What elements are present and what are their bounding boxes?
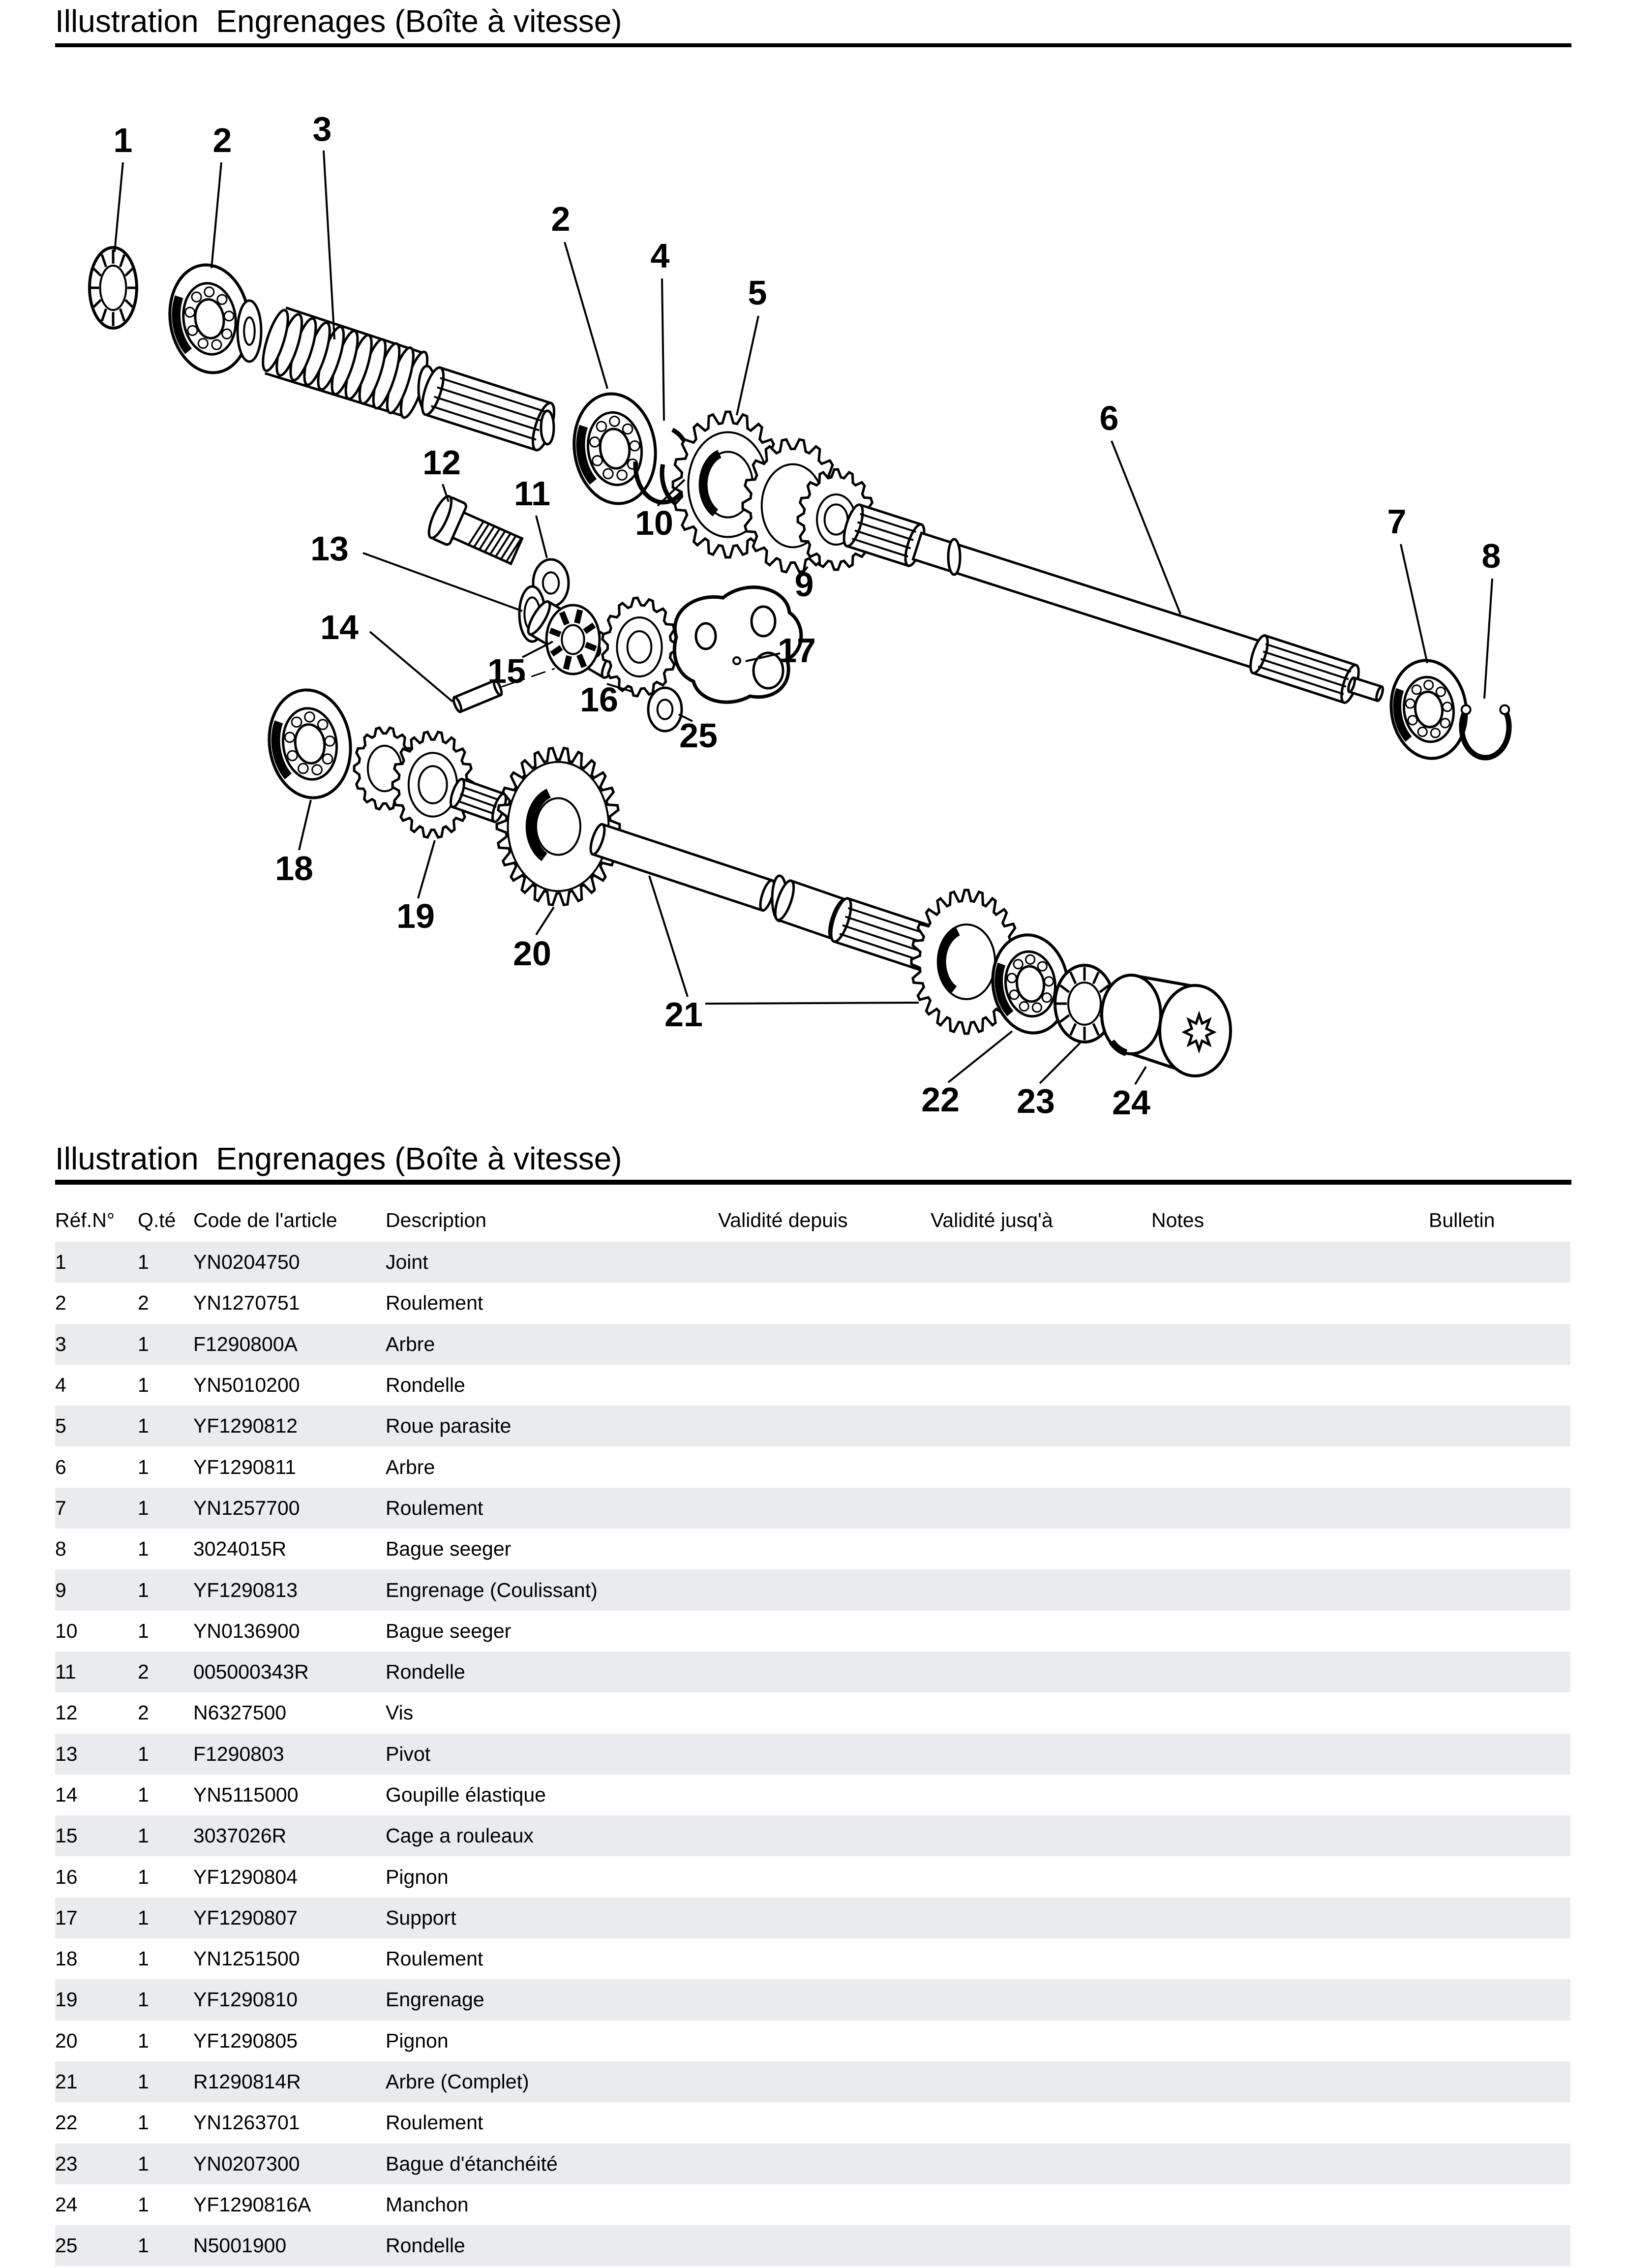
cell-ref: 21 — [55, 2070, 78, 2093]
part-seeger-8 — [1462, 705, 1509, 758]
cell-ref: 1 — [55, 1251, 66, 1274]
page-title: Illustration Engrenages (Boîte à vitesse) — [55, 3, 622, 39]
table-header — [55, 1199, 1570, 1241]
part-seal-joint-1 — [90, 247, 137, 328]
cell-code: YF1290805 — [193, 2029, 298, 2052]
leader-line — [115, 162, 123, 252]
leader-line — [1040, 1043, 1080, 1083]
table-row — [55, 1652, 1570, 1692]
cell-description: Rondelle — [386, 1374, 465, 1397]
cell-code: YN1251500 — [193, 1947, 300, 1970]
leader-line — [1401, 544, 1427, 663]
cell-qty: 1 — [138, 1947, 149, 1970]
table-row — [55, 2102, 1570, 2143]
cell-ref: 7 — [55, 1496, 66, 1519]
callout-label: 18 — [275, 849, 313, 888]
callout-label: 19 — [396, 897, 435, 935]
table-row — [55, 1938, 1570, 1979]
header-cell-description: Description — [386, 1208, 487, 1231]
callout-label: 12 — [422, 443, 461, 482]
cell-ref: 19 — [55, 1988, 78, 2011]
cell-ref: 18 — [55, 1947, 78, 1970]
table-row — [55, 1979, 1570, 2020]
part-bearing-18 — [262, 685, 357, 803]
cell-qty: 1 — [138, 1332, 149, 1355]
cell-qty: 1 — [138, 2070, 149, 2093]
callout-label: 23 — [1017, 1082, 1055, 1120]
callout-label: 8 — [1481, 537, 1501, 575]
part-shaft3-tip — [541, 411, 554, 444]
cell-qty: 2 — [138, 1291, 149, 1315]
cell-qty: 1 — [138, 1865, 149, 1888]
cell-description: Bague seeger — [386, 1619, 512, 1642]
cell-qty: 1 — [138, 1578, 149, 1601]
part-shaft6-body — [913, 533, 1263, 668]
cell-code: YF1290807 — [193, 1906, 298, 1929]
cell-code: YN5115000 — [193, 1783, 299, 1806]
leader-line — [565, 242, 607, 389]
leader-line — [536, 907, 554, 935]
table-row — [55, 1488, 1570, 1529]
cell-description: Pignon — [386, 1865, 449, 1888]
leader-line — [705, 1003, 919, 1004]
cell-qty: 1 — [138, 1742, 149, 1765]
part-sleeve-24 — [1102, 975, 1231, 1076]
cell-description: Bague d'étanchéité — [386, 2152, 558, 2175]
header-cell-ref: Réf.N° — [55, 1208, 115, 1231]
table-row — [55, 2061, 1570, 2102]
cell-code: YF1290816A — [193, 2193, 311, 2216]
part-washer-25 — [648, 688, 682, 731]
exploded-parts-diagram — [0, 0, 1626, 1132]
callout-label: 6 — [1099, 399, 1119, 437]
header-cell-validity-from: Validité depuis — [718, 1208, 848, 1231]
cell-ref: 11 — [55, 1660, 76, 1684]
table-row — [55, 1856, 1570, 1897]
table-row — [55, 2021, 1570, 2061]
cell-code: YN1270751 — [193, 1291, 300, 1315]
cell-qty: 1 — [138, 1988, 149, 2011]
table-row — [55, 1242, 1570, 1283]
table-row — [55, 1365, 1570, 1406]
cell-description: Rondelle — [386, 2234, 465, 2257]
table-row — [55, 1734, 1570, 1775]
leader-line — [662, 278, 664, 421]
cell-description: Pivot — [386, 1742, 431, 1765]
diagram-callouts-layer — [114, 110, 1501, 1122]
leader-line — [649, 876, 688, 997]
callout-label: 14 — [320, 608, 359, 646]
cell-ref: 24 — [55, 2193, 78, 2216]
cell-qty: 1 — [138, 1251, 149, 1274]
callout-label: 1 — [113, 121, 133, 159]
cell-code: R1290814R — [193, 2070, 301, 2093]
cell-ref: 16 — [55, 1865, 78, 1888]
callout-label: 25 — [679, 716, 718, 755]
header-cell-bulletin: Bulletin — [1429, 1208, 1495, 1231]
leader-line — [1112, 441, 1180, 614]
callout-label: 10 — [635, 504, 673, 542]
cell-ref: 5 — [55, 1414, 66, 1438]
cell-description: Roulement — [386, 1496, 483, 1519]
leader-line — [418, 840, 435, 898]
cell-description: Roue parasite — [386, 1414, 512, 1438]
callout-label: 22 — [921, 1080, 960, 1119]
cell-code: 005000343R — [193, 1660, 309, 1684]
part-shaft6-spline — [1247, 634, 1362, 705]
callout-label: 2 — [551, 200, 571, 238]
table-row — [55, 1569, 1570, 1610]
cell-description: Rondelle — [386, 1660, 465, 1684]
cell-description: Pignon — [386, 2029, 449, 2052]
table-row — [55, 1406, 1570, 1446]
callout-label: 11 — [514, 474, 550, 513]
cell-ref: 10 — [55, 1619, 78, 1642]
cell-description: Roulement — [386, 1947, 483, 1970]
part-shaft3-worm — [257, 305, 433, 420]
callout-label: 21 — [664, 995, 703, 1034]
cell-ref: 13 — [55, 1742, 78, 1765]
leader-line — [363, 553, 522, 611]
leader-line — [536, 516, 547, 558]
cell-ref: 9 — [55, 1578, 66, 1601]
cell-qty: 1 — [138, 1619, 149, 1642]
section-rule — [55, 1180, 1571, 1185]
callout-label: 24 — [1112, 1083, 1150, 1122]
callout-label: 2 — [212, 121, 232, 159]
cell-description: Roulement — [386, 2111, 483, 2134]
cell-description: Cage a rouleaux — [386, 1824, 534, 1847]
cell-code: F1290800A — [193, 1332, 298, 1355]
leader-line — [948, 1031, 1012, 1082]
cell-ref: 8 — [55, 1537, 66, 1561]
cell-code: 3037026R — [193, 1824, 287, 1847]
leader-line — [324, 151, 334, 339]
cell-ref: 14 — [55, 1783, 78, 1806]
callout-label: 7 — [1387, 502, 1407, 541]
cell-code: YN1263701 — [193, 2111, 300, 2134]
callout-label: 17 — [778, 631, 816, 670]
cell-ref: 12 — [55, 1701, 78, 1724]
cell-code: 3024015R — [193, 1537, 287, 1561]
cell-code: YN0204750 — [193, 1251, 300, 1274]
header-cell-code: Code de l'article — [193, 1208, 337, 1231]
cell-code: YF1290810 — [193, 1988, 298, 2011]
cell-qty: 1 — [138, 2234, 149, 2257]
cell-code: N5001900 — [193, 2234, 287, 2257]
cell-code: YN5010200 — [193, 1374, 300, 1397]
cell-ref: 23 — [55, 2152, 78, 2175]
table-row — [55, 2225, 1570, 2266]
callout-label: 5 — [748, 274, 767, 312]
table-row — [55, 1775, 1570, 1815]
leader-line — [737, 316, 758, 415]
callout-label: 9 — [794, 565, 814, 604]
part-bearing-7 — [1385, 655, 1473, 763]
table-row — [55, 1815, 1570, 1856]
cell-qty: 1 — [138, 1537, 149, 1561]
cell-description: Arbre (Complet) — [386, 2070, 529, 2093]
cell-code: YF1290812 — [193, 1414, 298, 1438]
table-row — [55, 1446, 1570, 1487]
cell-qty: 1 — [138, 1374, 149, 1397]
part-shaft3-collar — [238, 301, 261, 362]
callout-label: 4 — [650, 237, 670, 275]
cell-description: Engrenage (Coulissant) — [386, 1578, 598, 1601]
leader-line — [211, 162, 221, 268]
cell-qty: 2 — [138, 1660, 149, 1684]
leader-line — [370, 632, 452, 702]
cell-code: F1290803 — [193, 1742, 284, 1765]
cell-ref: 17 — [55, 1906, 78, 1929]
leader-line — [299, 800, 311, 850]
cell-description: Joint — [386, 1251, 428, 1274]
table-row — [55, 2144, 1570, 2184]
leader-line — [1484, 579, 1492, 699]
leader-line — [1135, 1067, 1146, 1084]
table-row — [55, 1529, 1570, 1569]
part-shaft21-a — [588, 823, 777, 912]
cell-ref: 15 — [55, 1824, 78, 1847]
cell-ref: 3 — [55, 1332, 66, 1355]
part-shaft6-collar — [948, 539, 960, 575]
cell-description: Arbre — [386, 1332, 435, 1355]
cell-description: Goupille élastique — [386, 1783, 546, 1806]
part-bearing-2b — [567, 389, 662, 509]
header-cell-qty: Q.té — [138, 1208, 176, 1231]
cell-ref: 6 — [55, 1455, 66, 1478]
cell-code: YF1290811 — [193, 1455, 296, 1478]
header-cell-validity-to: Validité jusq'à — [931, 1208, 1053, 1231]
cell-code: YN0136900 — [193, 1619, 300, 1642]
cell-qty: 1 — [138, 1455, 149, 1478]
callout-label: 3 — [312, 110, 332, 148]
part-shaft6-tip — [1347, 677, 1384, 701]
cell-qty: 1 — [138, 1906, 149, 1929]
cell-code: YF1290813 — [193, 1578, 298, 1601]
cell-qty: 1 — [138, 2111, 149, 2134]
cell-qty: 2 — [138, 1701, 149, 1724]
cell-description: Support — [386, 1906, 456, 1929]
table-row — [55, 1283, 1570, 1323]
cell-qty: 1 — [138, 1496, 149, 1519]
cell-qty: 1 — [138, 2029, 149, 2052]
part-cage-15 — [546, 605, 600, 674]
cell-ref: 4 — [55, 1374, 66, 1397]
cell-ref: 25 — [55, 2234, 78, 2257]
cell-code: YN1257700 — [193, 1496, 300, 1519]
table-row — [55, 1692, 1570, 1733]
callout-label: 13 — [310, 529, 349, 568]
cell-qty: 1 — [138, 1414, 149, 1438]
cell-description: Vis — [386, 1701, 414, 1724]
section-title: Illustration Engrenages (Boîte à vitesse) — [55, 1141, 622, 1176]
table-row — [55, 1611, 1570, 1652]
table-row — [55, 1324, 1570, 1365]
cell-description: Arbre — [386, 1455, 435, 1478]
cell-qty: 1 — [138, 2193, 149, 2216]
cell-code: YN0207300 — [193, 2152, 300, 2175]
cell-ref: 2 — [55, 1291, 66, 1315]
cell-qty: 1 — [138, 1824, 149, 1847]
callout-label: 16 — [580, 680, 618, 719]
table-row — [55, 1898, 1570, 1938]
parts-table — [55, 1242, 1570, 2266]
cell-description: Bague seeger — [386, 1537, 512, 1561]
cell-description: Manchon — [386, 2193, 469, 2216]
callout-label: 15 — [487, 652, 526, 690]
callout-label: 20 — [513, 934, 551, 973]
part-bolt-12 — [424, 493, 526, 572]
cell-code: N6327500 — [193, 1701, 287, 1724]
cell-description: Engrenage — [386, 1988, 484, 2011]
cell-qty: 1 — [138, 2152, 149, 2175]
cell-qty: 1 — [138, 1783, 149, 1806]
cell-description: Roulement — [386, 1291, 483, 1315]
part-shaft3-spline — [418, 366, 559, 453]
cell-ref: 20 — [55, 2029, 78, 2052]
header-cell-notes: Notes — [1151, 1208, 1204, 1231]
cell-ref: 22 — [55, 2111, 78, 2134]
table-row — [55, 2184, 1570, 2225]
cell-code: YF1290804 — [193, 1865, 298, 1888]
